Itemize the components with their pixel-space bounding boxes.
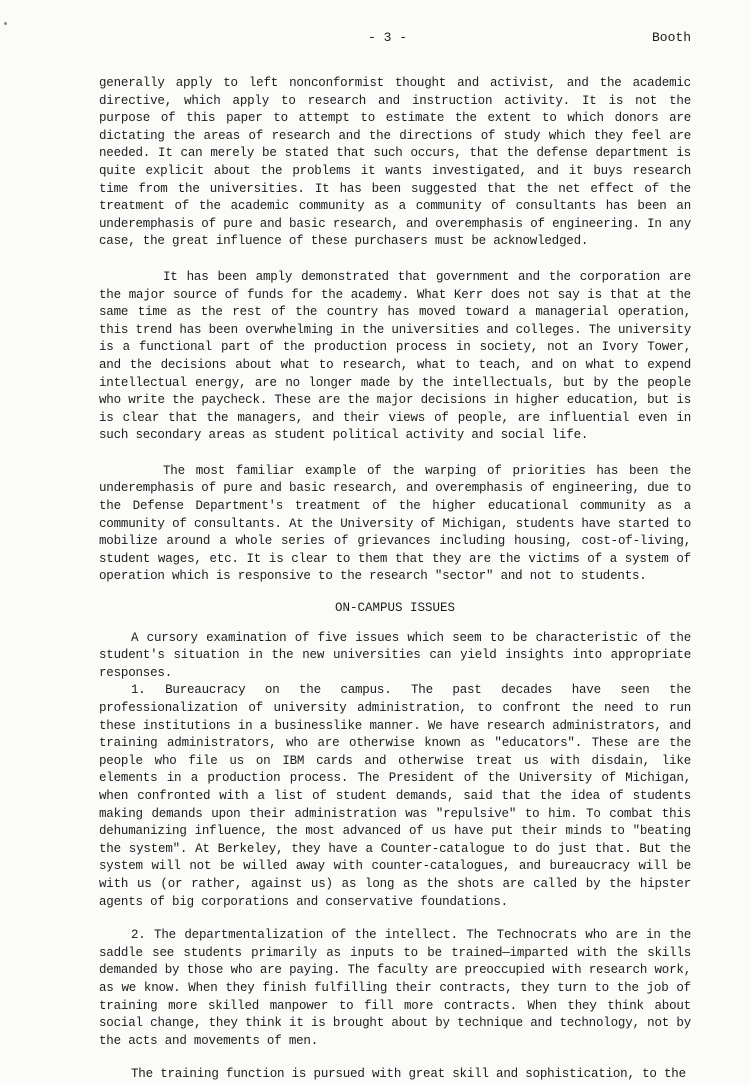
section-heading: ON-CAMPUS ISSUES [334,601,456,616]
paragraph-6: 2. The departmentalization of the intellect. The Technocrats who are in the saddle see students primarily as inputs to be trained—imparted with the skills demanded by those who are paying. The faculty are preoccupied with research work, as we know. When they finish fulfilling their contracts, they turn to the job of training more skilled manpower to fill more contracts. When they think about social change, they think it is brought about by technique and technology, not by the acts and movements of men. [99,928,691,1048]
paragraph-3: The most familiar example of the warping of priorities has been the underemphasis of pure and basic research, and overemphasis of engineering, due to the Defense Department's treatment of the higher educational community as a community of consultants. At the University of Michigan, students have started to mobilize around a whole series of grievances including housing, cost-of-living, student wages, etc. It is clear to them that they are the victims of a system of operation which is responsive to the research "sector" and not to students. [99,463,691,584]
paragraph-7: The training function is pursued with great skill and sophistication, to the [131,1067,686,1082]
author-name: Booth [652,30,692,45]
paragraph-1: generally apply to left nonconformist thought and activist, and the academic directive, which apply to research and instruction activity. It is not the purpose of this paper to attempt to estimate the extent to which donors are dictating the areas of research and the directions of study which they feel are needed. It can merely be stated that such occurs, that the defense department is quite explicit about the problems it wants investigated, and it buys research time from the universities. It has been suggested that the net effect of the treatment of the academic community as a community of consultants has been an underemphasis of pure and basic research, and overemphasis of engineering. In any case, the great influence of these purchasers must be acknowledged. [99,76,691,249]
paragraph-2: It has been amply demonstrated that government and the corporation are the major source of funds for the academy. What Kerr does not say is that at the same time as the rest of the country has moved toward a managerial operation, this trend has been overwhelming in the universities and colleges. The university is a functional part of the production process in society, not an Ivory Tower, and the decisions about what to research, what to teach, and on what to expend intellectual energy, are no longer made by the intellectuals, but by the people who write the paycheck. These are the major decisions in higher education, but is is clear that the managers, and their views of people, are influential even in such secondary areas as student political activity and social life. [99,269,691,443]
paragraph-5: 1. Bureaucracy on the campus. The past decades have seen the professionalization of university administration, to confront the need to run these institutions in a businesslike manner. We have research administrators, and training administrators, who are otherwise known as "educators". These are the people who file us on IBM cards and otherwise treat us with disdain, like elements in a production process. The President of the University of Michigan, when confronted with a list of student demands, said that the idea of students making demands upon their administration was "repulsive" to him. To combat this dehumanizing influence, the most advanced of us have put their minds to "beating the system". At Berkeley, they have a Counter-catalogue to do just that. But the system will not be willed away with counter-catalogues, and bureaucracy will be with us (or rather, against us) as long as the shots are called by the hipster agents of big corporations and conservative foundations. [99,683,691,909]
scan-speck [4,22,7,25]
page-number: - 3 - [368,30,408,45]
paragraph-4: A cursory examination of five issues which seem to be characteristic of the student's situation in the new universities can yield insights into appropriate responses. [99,630,691,680]
document-body [99,75,691,1084]
